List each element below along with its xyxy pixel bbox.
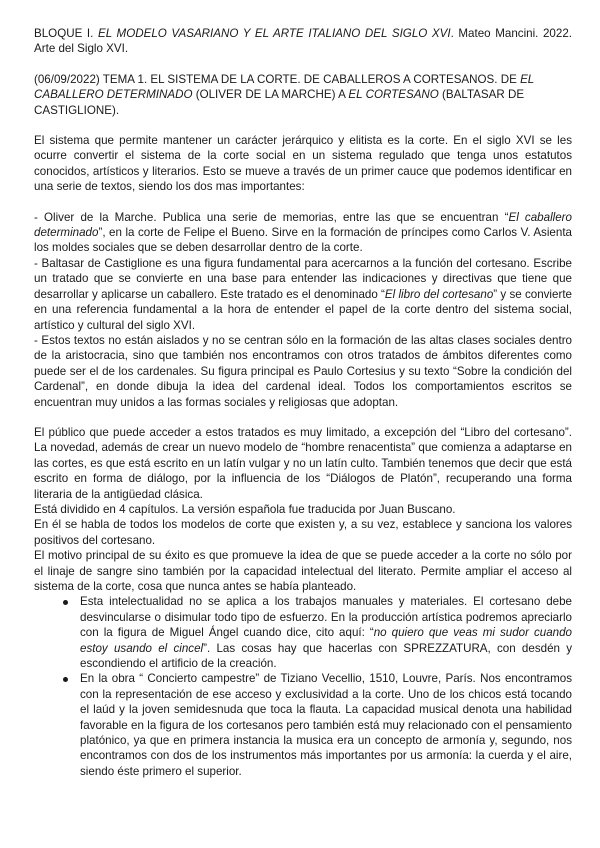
bullet-dot-icon [63, 677, 68, 682]
paragraph-modelos: En él se habla de todos los modelos de corte que existen y, a su vez, establece y sanciona los valores positivos del cortesano. [34, 518, 572, 547]
bullet-item-concierto: En la obra “ Concierto campestre” de Tiziano Vecellio, 1510, Louvre, París. Nos encontramos con la representación de ese acceso y exclusividad a la corte. Uno de los chicos está tocando el laúd y la joven semidesnuda que toca la flauta. La capacidad musical denota una habilidad favorable en la figura de los cortesanos pero también está muy relacionado con el pensamiento platónico, ya que en primera instancia la musica era un concepto de armonía y, segundo, nos encontramos con dos de los instrumentos más importantes por us armonía: la cuerda y el aire, siendo éste primero el superior. [80, 671, 572, 779]
paragraph-motivo: El motivo principal de su éxito es que promueve la idea de que se puede acceder a la corte no sólo por el linaje de sangre sino también por la capacidad intelectual del literato. Permite ampliar el acceso al sistema de la corte, cosa que nunca antes se había planteado. [34, 549, 572, 593]
bullet-item-intelectualidad: Esta intelectualidad no se aplica a los trabajos manuales y materiales. El cortesano debe desvincularse o disimular todo tipo de esfuerzo. En la producción artística podremos apreciarlo con la figura de Miguel Ángel cuando dice, cito aquí: “no quiero que veas mi sudor cuando estoy usando el cincel”. Las cosas hay que hacerlas con SPREZZATURA, con desdén y escondiendo el artificio de la creación. [80, 594, 572, 671]
document-page [34, 26, 572, 779]
intro-paragraph: El sistema que permite mantener un carácter jerárquico y elitista es la corte. En el siglo XVI se les ocurre convertir el sistema de la corte social en un sistema regulado que tenga unos estatutos conocidos, artísticos y literarios. Esto se mueve a través de un primer cauce que podemos identificar en una serie de textos, siendo los dos mas importantes: [34, 134, 572, 194]
bullet-dot-icon [63, 600, 68, 605]
dash-item-castiglione: - Baltasar de Castiglione es una figura fundamental para acercarnos a la función del cortesano. Escribe un tratado que se convierte en una base para entender las indicaciones y directivas que tiene que desarrollar y aplicarse un caballero. Este tratado es el denominado “El libro del cortesano” y se convierte en una referencia fundamental a la hora de entender el papel de la corte dentro del sistema social, artístico y cultural del siglo XVI. [34, 256, 572, 332]
bullet-list [34, 594, 572, 779]
topic-heading: (06/09/2022) TEMA 1. EL SISTEMA DE LA CORTE. DE CABALLEROS A CORTESANOS. DE EL CABALLERO DETERMINADO (OLIVER DE LA MARCHE) A EL CORTESANO (BALTASAR DE CASTIGLIONE). [34, 72, 535, 117]
paragraph-capitulos: Está dividido en 4 capítulos. La versión española fue traducida por Juan Buscano. [34, 502, 456, 516]
dash-item-oliver: - Oliver de la Marche. Publica una serie de memorias, entre las que se encuentran “El caballero determinado”, en la corte de Felipe el Bueno. Sirve en la formación de príncipes como Carlos V. Asienta los moldes sociales que se deben desarrollar dentro de la corte. [34, 210, 572, 255]
dash-item-cardenal: - Estos textos no están aislados y no se centran sólo en la formación de las altas clases sociales dentro de la aristocracia, sino que también nos encontramos con otros tratados de ámbitos diferentes como puede ser el de los cardenales. Su figura principal es Paulo Cortesius y su texto “Sobre la condición del Cardenal”, en donde dibuja la idea del cardenal ideal. Todos los comportamientos escritos se encuentran muy unidos a las formas sociales y religiosas que adoptan. [34, 333, 572, 409]
document-header: BLOQUE I. EL MODELO VASARIANO Y EL ARTE ITALIANO DEL SIGLO XVI. Mateo Mancini. 2022. Arte del Siglo XVI. [34, 27, 572, 56]
paragraph-publico: El público que puede acceder a estos tratados es muy limitado, a excepción del “Libro del cortesano”. La novedad, además de crear un nuevo modelo de “hombre renacentista” que comienza a adaptarse en las cortes, es que está escrito en un latín vulgar y no un latín culto. También tenemos que decir que está escrito en forma de diálogo, por la influencia de los “Diálogos de Platón”, recuperando una forma literaria de la antigüedad clásica. [34, 425, 572, 501]
